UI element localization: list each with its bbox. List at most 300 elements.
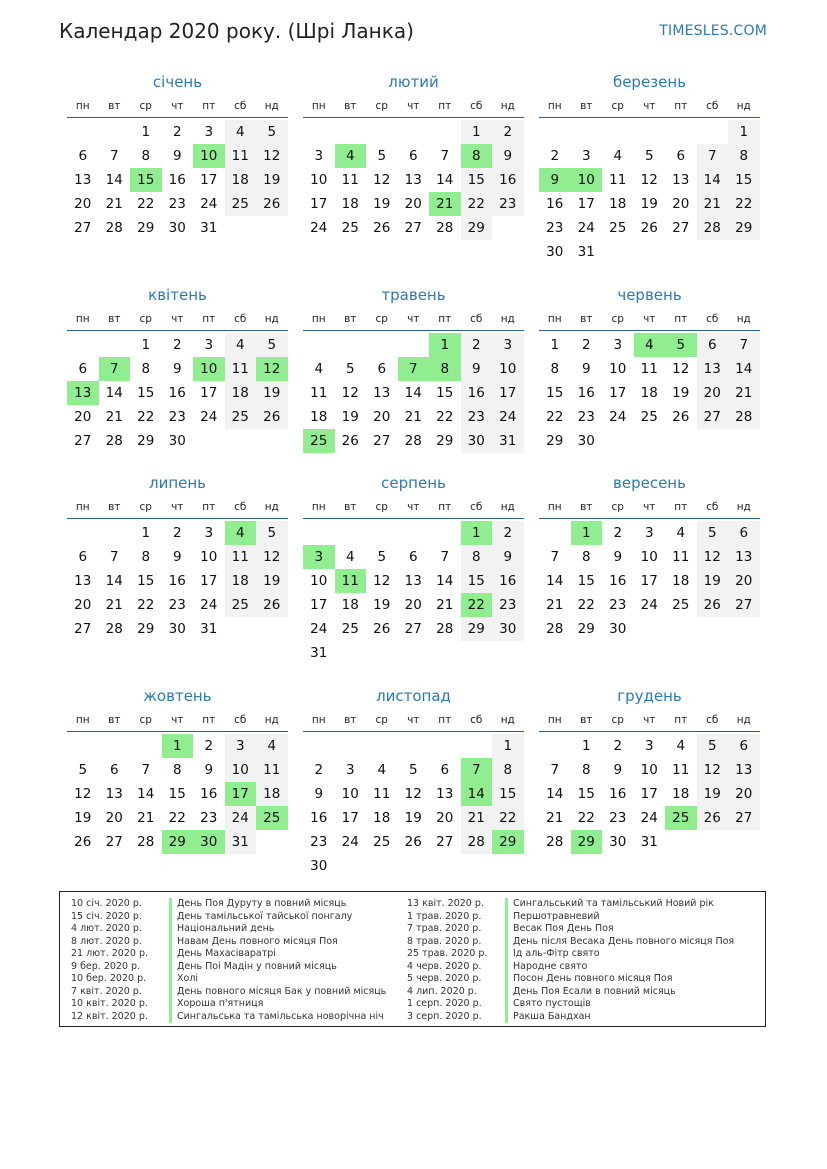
day-cell: 20 — [105, 810, 123, 826]
legend-holiday-name: Хороша п'ятниця — [169, 998, 263, 1011]
day-cell: 4 — [225, 120, 257, 144]
weekday-label: чт — [171, 313, 184, 325]
day-cell: 23 — [200, 810, 218, 826]
day-cell: 9 — [492, 144, 524, 168]
day-cell: 19 — [697, 569, 729, 593]
weekday-header — [303, 498, 524, 519]
day-cell: 28 — [728, 405, 760, 429]
month-name: лютий — [388, 73, 439, 91]
day-cell: 11 — [225, 357, 257, 381]
day-cell: 22 — [577, 597, 595, 613]
day-cell: 2 — [550, 148, 560, 164]
day-cell: 22 — [492, 806, 524, 830]
legend-holiday-name: Національний день — [169, 923, 274, 936]
empty-cell — [335, 734, 367, 758]
weekday-label: ср — [375, 714, 388, 726]
weekday-label: пн — [75, 501, 90, 513]
month-5 — [303, 285, 524, 453]
day-cell: 10 — [640, 549, 658, 565]
day-cell: 29 — [137, 621, 155, 637]
holiday-day: 1 — [429, 333, 461, 357]
legend-row — [71, 948, 386, 961]
day-cell: 18 — [341, 196, 359, 212]
legend-holiday-name: День Поя Есали в повний місяць — [505, 986, 676, 999]
empty-cell — [429, 734, 461, 758]
legend-holiday-name: День Поі Мадін у повний місяць — [169, 961, 337, 974]
legend-holiday-name: Весак Поя День Поя — [505, 923, 614, 936]
legend-date: 15 січ. 2020 р. — [71, 910, 142, 922]
day-cell: 19 — [697, 782, 729, 806]
day-cell: 6 — [697, 333, 729, 357]
weekday-label: пт — [674, 714, 688, 726]
day-cell: 25 — [341, 220, 359, 236]
weekday-label: вт — [580, 501, 593, 513]
day-cell: 23 — [168, 409, 186, 425]
month-name: вересень — [613, 474, 686, 492]
empty-cell — [665, 120, 697, 144]
day-cell: 26 — [373, 621, 391, 637]
day-cell: 8 — [141, 148, 151, 164]
day-cell: 2 — [172, 525, 182, 541]
day-cell: 22 — [137, 597, 155, 613]
day-cell: 31 — [492, 429, 524, 453]
legend-date: 3 серп. 2020 р. — [407, 1010, 482, 1022]
day-cell: 5 — [377, 148, 387, 164]
weekday-label: ср — [375, 100, 388, 112]
day-grid — [67, 521, 288, 641]
empty-cell — [366, 734, 398, 758]
day-cell: 11 — [225, 144, 257, 168]
day-cell: 14 — [137, 786, 155, 802]
legend-date: 8 лют. 2020 р. — [71, 935, 142, 947]
day-grid — [67, 734, 288, 854]
legend-date: 8 трав. 2020 р. — [407, 935, 482, 947]
day-cell: 17 — [200, 385, 218, 401]
day-cell: 13 — [728, 758, 760, 782]
day-cell: 8 — [141, 361, 151, 377]
legend-date: 21 лют. 2020 р. — [71, 948, 148, 959]
day-cell: 3 — [204, 525, 214, 541]
day-cell: 2 — [492, 120, 524, 144]
day-cell: 3 — [314, 148, 324, 164]
weekday-label: ср — [139, 714, 152, 726]
month-11 — [303, 686, 524, 878]
day-cell: 8 — [492, 758, 524, 782]
day-cell: 14 — [105, 385, 123, 401]
day-cell: 20 — [672, 196, 690, 212]
day-cell: 8 — [728, 144, 760, 168]
day-cell: 5 — [256, 333, 288, 357]
month-9 — [539, 473, 760, 641]
day-cell: 14 — [436, 573, 454, 589]
day-cell: 21 — [436, 597, 454, 613]
day-cell: 23 — [168, 196, 186, 212]
weekday-label: ср — [611, 313, 624, 325]
day-cell: 28 — [105, 220, 123, 236]
day-cell: 14 — [404, 385, 422, 401]
empty-cell — [571, 120, 603, 144]
weekday-label: ср — [139, 100, 152, 112]
legend-row — [71, 1011, 386, 1024]
weekday-label: нд — [500, 714, 515, 726]
weekday-label: нд — [736, 714, 751, 726]
legend-row — [71, 973, 386, 986]
month-name: листопад — [376, 687, 451, 705]
day-cell: 15 — [137, 385, 155, 401]
weekday-label: нд — [736, 100, 751, 112]
day-cell: 24 — [310, 621, 328, 637]
holiday-day: 25 — [303, 429, 335, 453]
legend-row — [71, 986, 386, 999]
day-cell: 10 — [225, 758, 257, 782]
weekday-label: чт — [407, 714, 420, 726]
day-cell: 6 — [78, 361, 88, 377]
empty-cell — [67, 333, 99, 357]
day-cell: 23 — [609, 810, 627, 826]
day-cell: 18 — [256, 782, 288, 806]
day-cell: 28 — [137, 834, 155, 850]
day-cell: 18 — [225, 168, 257, 192]
weekday-label: пт — [202, 714, 216, 726]
legend-holiday-name: Свято пустощів — [505, 998, 591, 1011]
day-cell: 23 — [461, 405, 493, 429]
weekday-label: пн — [311, 313, 326, 325]
legend-date: 9 бер. 2020 р. — [71, 960, 141, 972]
holiday-day: 1 — [461, 521, 493, 545]
day-cell: 24 — [640, 597, 658, 613]
legend-row — [407, 973, 734, 986]
month-name: квітень — [148, 286, 207, 304]
holiday-day: 4 — [225, 521, 257, 545]
day-cell: 19 — [256, 569, 288, 593]
legend-date: 25 трав. 2020 р. — [407, 948, 488, 959]
day-cell: 6 — [408, 148, 418, 164]
day-cell: 28 — [546, 834, 564, 850]
weekday-header — [303, 711, 524, 732]
day-cell: 29 — [546, 433, 564, 449]
legend-row — [407, 961, 734, 974]
day-cell: 16 — [200, 786, 218, 802]
weekday-label: пт — [438, 501, 452, 513]
day-cell: 13 — [404, 172, 422, 188]
day-cell: 17 — [200, 573, 218, 589]
day-cell: 15 — [546, 385, 564, 401]
day-cell: 4 — [256, 734, 288, 758]
day-cell: 12 — [672, 361, 690, 377]
legend-holiday-name: Першотравневий — [505, 911, 600, 924]
day-cell: 24 — [492, 405, 524, 429]
day-cell: 1 — [492, 734, 524, 758]
legend-date: 4 лип. 2020 р. — [407, 985, 477, 997]
day-cell: 11 — [672, 549, 690, 565]
day-cell: 23 — [492, 192, 524, 216]
weekday-label: пн — [311, 714, 326, 726]
legend-row — [407, 998, 734, 1011]
empty-cell — [99, 120, 131, 144]
day-cell: 27 — [404, 621, 422, 637]
weekday-label: пн — [547, 501, 562, 513]
holiday-day: 29 — [492, 830, 524, 854]
day-cell: 29 — [137, 220, 155, 236]
legend-row — [407, 898, 734, 911]
day-cell: 15 — [461, 168, 493, 192]
day-cell: 20 — [74, 597, 92, 613]
weekday-label: ср — [611, 501, 624, 513]
day-cell: 31 — [225, 830, 257, 854]
day-cell: 26 — [74, 834, 92, 850]
day-cell: 20 — [373, 409, 391, 425]
day-cell: 19 — [373, 196, 391, 212]
legend-date: 12 квіт. 2020 р. — [71, 1010, 148, 1022]
day-cell: 4 — [345, 549, 355, 565]
day-cell: 26 — [341, 433, 359, 449]
weekday-label: нд — [736, 313, 751, 325]
day-cell: 11 — [225, 545, 257, 569]
empty-cell — [398, 521, 430, 545]
day-cell: 7 — [109, 148, 119, 164]
day-cell: 18 — [373, 810, 391, 826]
weekday-label: сб — [470, 501, 483, 513]
site-link[interactable]: TIMESLES.COM — [659, 23, 767, 39]
legend-row — [407, 986, 734, 999]
empty-cell — [130, 734, 162, 758]
weekday-label: сб — [234, 714, 247, 726]
day-cell: 22 — [461, 192, 493, 216]
month-name: жовтень — [143, 687, 212, 705]
weekday-label: сб — [706, 100, 719, 112]
day-cell: 5 — [256, 521, 288, 545]
day-cell: 24 — [310, 220, 328, 236]
day-cell: 31 — [200, 220, 218, 236]
weekday-label: пн — [311, 501, 326, 513]
day-cell: 21 — [546, 597, 564, 613]
day-cell: 5 — [644, 148, 654, 164]
weekday-label: пт — [202, 313, 216, 325]
day-cell: 16 — [168, 573, 186, 589]
day-cell: 11 — [341, 172, 359, 188]
day-cell: 1 — [728, 120, 760, 144]
legend-row — [71, 923, 386, 936]
day-cell: 28 — [546, 621, 564, 637]
day-cell: 4 — [314, 361, 324, 377]
holiday-day: 22 — [461, 593, 493, 617]
weekday-label: пн — [311, 100, 326, 112]
day-cell: 13 — [697, 357, 729, 381]
day-cell: 19 — [640, 196, 658, 212]
day-cell: 14 — [546, 573, 564, 589]
day-cell: 17 — [310, 597, 328, 613]
day-cell: 27 — [105, 834, 123, 850]
weekday-label: вт — [108, 501, 121, 513]
weekday-label: вт — [344, 714, 357, 726]
day-cell: 2 — [613, 738, 623, 754]
day-cell: 21 — [697, 192, 729, 216]
day-cell: 7 — [697, 144, 729, 168]
legend-date: 10 бер. 2020 р. — [71, 973, 147, 984]
day-cell: 26 — [256, 593, 288, 617]
legend-holiday-name: Посон День повного місяця Поя — [505, 973, 672, 986]
holiday-day: 5 — [665, 333, 697, 357]
weekday-header — [67, 310, 288, 331]
day-cell: 30 — [609, 621, 627, 637]
weekday-label: чт — [643, 100, 656, 112]
weekday-label: чт — [171, 714, 184, 726]
month-10 — [67, 686, 288, 854]
day-cell: 23 — [168, 597, 186, 613]
weekday-header — [67, 711, 288, 732]
day-cell: 15 — [436, 385, 454, 401]
day-cell: 25 — [225, 405, 257, 429]
day-cell: 7 — [550, 549, 560, 565]
day-cell: 11 — [640, 361, 658, 377]
month-name: липень — [148, 474, 207, 492]
day-cell: 3 — [644, 738, 654, 754]
day-cell: 8 — [581, 549, 591, 565]
day-cell: 13 — [373, 385, 391, 401]
day-cell: 10 — [609, 361, 627, 377]
day-cell: 16 — [492, 168, 524, 192]
day-cell: 15 — [577, 786, 595, 802]
day-cell: 23 — [577, 409, 595, 425]
day-cell: 2 — [172, 337, 182, 353]
empty-cell — [67, 521, 99, 545]
day-cell: 11 — [310, 385, 328, 401]
day-cell: 2 — [172, 124, 182, 140]
day-cell: 25 — [341, 621, 359, 637]
day-cell: 4 — [676, 738, 686, 754]
day-cell: 7 — [141, 762, 151, 778]
day-cell: 6 — [377, 361, 387, 377]
day-cell: 13 — [105, 786, 123, 802]
day-cell: 22 — [137, 196, 155, 212]
weekday-label: пн — [75, 100, 90, 112]
day-cell: 29 — [728, 216, 760, 240]
day-cell: 25 — [225, 593, 257, 617]
legend-column-right — [407, 898, 734, 1023]
weekday-label: ср — [139, 313, 152, 325]
legend-date: 1 серп. 2020 р. — [407, 998, 482, 1009]
day-cell: 25 — [672, 597, 690, 613]
day-cell: 9 — [172, 148, 182, 164]
day-cell: 11 — [256, 758, 288, 782]
day-cell: 15 — [728, 168, 760, 192]
day-cell: 13 — [728, 545, 760, 569]
day-cell: 13 — [672, 172, 690, 188]
day-cell: 30 — [168, 621, 186, 637]
legend-date: 7 квіт. 2020 р. — [71, 985, 142, 997]
empty-cell — [303, 333, 335, 357]
month-name: січень — [152, 73, 203, 91]
day-cell: 27 — [728, 593, 760, 617]
day-cell: 21 — [728, 381, 760, 405]
weekday-header — [539, 498, 760, 519]
holiday-day: 12 — [256, 357, 288, 381]
weekday-label: вт — [108, 714, 121, 726]
holiday-day: 10 — [571, 168, 603, 192]
weekday-label: сб — [234, 501, 247, 513]
legend-holiday-name: Народне свято — [505, 961, 587, 974]
empty-cell — [398, 333, 430, 357]
day-grid — [539, 734, 760, 854]
weekday-label: нд — [264, 501, 279, 513]
day-cell: 25 — [225, 192, 257, 216]
day-grid — [539, 521, 760, 641]
empty-cell — [99, 333, 131, 357]
day-cell: 17 — [492, 381, 524, 405]
day-cell: 25 — [640, 409, 658, 425]
day-cell: 30 — [461, 429, 493, 453]
month-name: грудень — [617, 687, 682, 705]
day-cell: 20 — [728, 782, 760, 806]
day-cell: 9 — [613, 762, 623, 778]
weekday-label: нд — [736, 501, 751, 513]
day-cell: 5 — [78, 762, 88, 778]
legend-row — [71, 961, 386, 974]
day-cell: 16 — [577, 385, 595, 401]
day-cell: 3 — [581, 148, 591, 164]
weekday-label: пн — [75, 313, 90, 325]
day-cell: 18 — [609, 196, 627, 212]
holiday-day: 29 — [571, 830, 603, 854]
day-cell: 18 — [672, 573, 690, 589]
day-cell: 8 — [172, 762, 182, 778]
day-cell: 28 — [105, 433, 123, 449]
day-cell: 19 — [672, 385, 690, 401]
day-cell: 30 — [168, 433, 186, 449]
weekday-label: нд — [500, 100, 515, 112]
weekday-label: вт — [344, 313, 357, 325]
weekday-header — [303, 97, 524, 118]
legend-holiday-name: День після Весака День повного місяця Поя — [505, 936, 734, 949]
empty-cell — [461, 734, 493, 758]
weekday-label: чт — [171, 501, 184, 513]
day-cell: 24 — [640, 810, 658, 826]
day-cell: 4 — [676, 525, 686, 541]
day-cell: 25 — [609, 220, 627, 236]
holiday-day: 4 — [634, 333, 666, 357]
day-cell: 14 — [105, 172, 123, 188]
day-cell: 1 — [581, 738, 591, 754]
day-cell: 18 — [672, 786, 690, 802]
empty-cell — [429, 521, 461, 545]
day-cell: 27 — [404, 220, 422, 236]
day-cell: 16 — [609, 786, 627, 802]
holiday-day: 17 — [225, 782, 257, 806]
month-8 — [303, 473, 524, 665]
day-cell: 15 — [492, 782, 524, 806]
empty-cell — [335, 521, 367, 545]
day-cell: 21 — [137, 810, 155, 826]
day-cell: 21 — [404, 409, 422, 425]
legend-date: 7 трав. 2020 р. — [407, 923, 482, 934]
day-grid — [539, 120, 760, 264]
month-name: березень — [612, 73, 687, 91]
weekday-label: ср — [139, 501, 152, 513]
day-cell: 3 — [204, 124, 214, 140]
day-cell: 3 — [345, 762, 355, 778]
day-cell: 9 — [492, 545, 524, 569]
holiday-day: 7 — [99, 357, 131, 381]
day-cell: 4 — [377, 762, 387, 778]
day-cell: 23 — [310, 834, 328, 850]
weekday-label: пн — [75, 714, 90, 726]
day-cell: 7 — [728, 333, 760, 357]
day-cell: 7 — [440, 148, 450, 164]
day-cell: 2 — [581, 337, 591, 353]
month-4 — [67, 285, 288, 453]
empty-cell — [99, 734, 131, 758]
day-cell: 29 — [577, 621, 595, 637]
